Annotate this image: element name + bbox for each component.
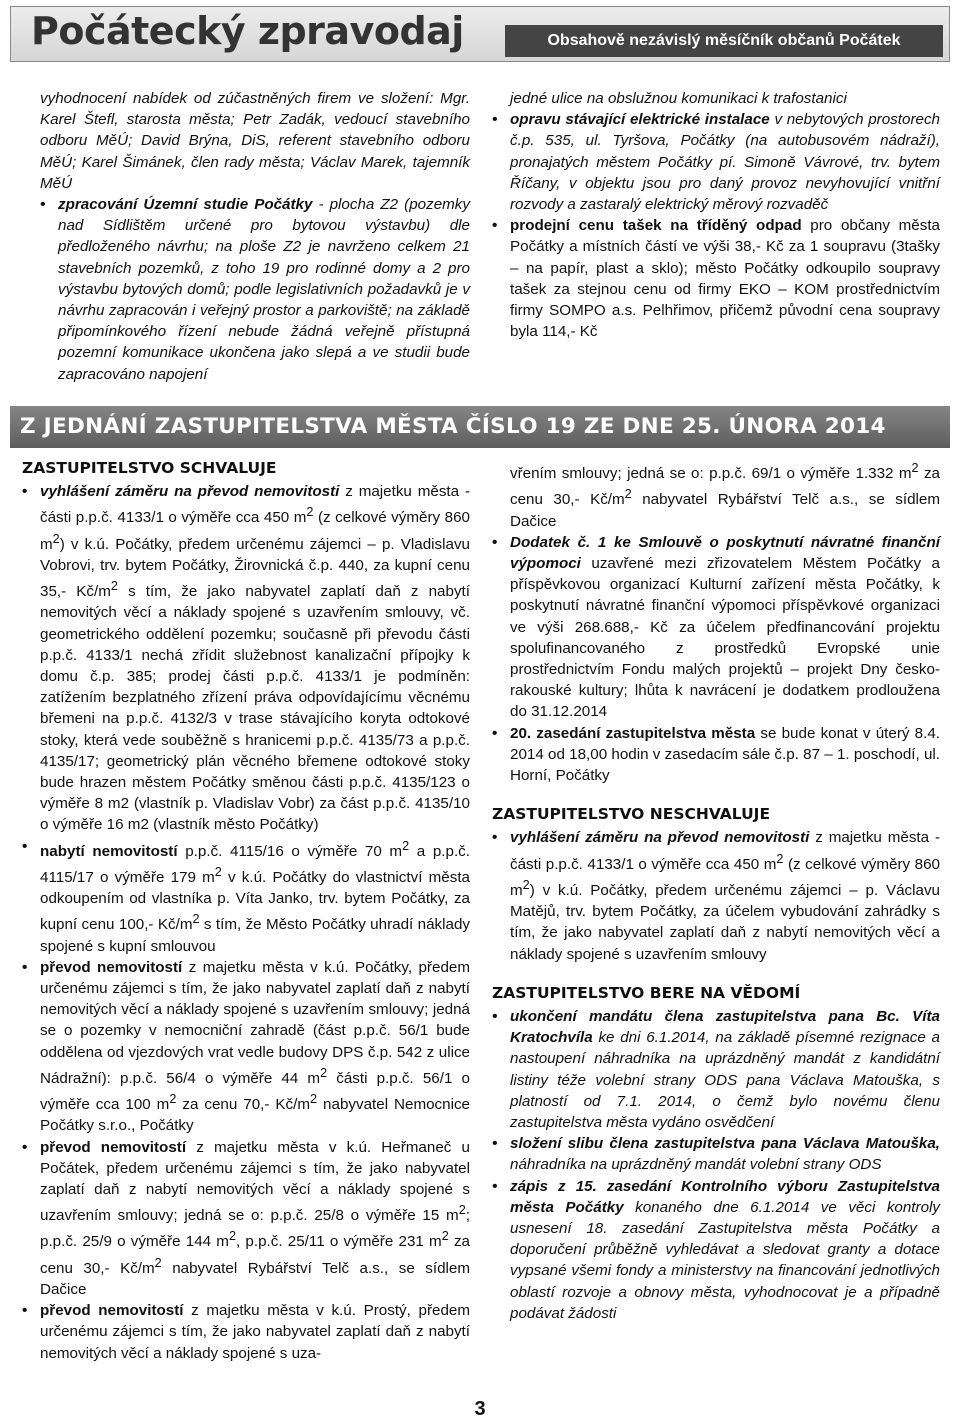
list-item: • zápis z 15. zasedání Kontrolního výboru Zastupitelstva města Počátky konaného dne 6.1.2014 ve věci kontroly usnesení 18. zasedání Zastupitelstva města Počátky a doporučení průběžně vyhledávat a sledovat granty a dotace vypsané všemi fondy a ministerstvy na financování jednotlivých oblastí rozvoje a obnovy města, vyhodnocovat je a případně podávat žádosti bbox=[492, 1176, 940, 1324]
item-bold: vyhlášení záměru na převod nemovitosti bbox=[510, 829, 810, 847]
section-heading: ZASTUPITELSTVO NESCHVALUJE bbox=[492, 805, 771, 824]
right-bottom-column bbox=[492, 458, 940, 1324]
item-text: - plocha Z2 (pozemky nad Sídlištěm určené pro bytovou výstavbu) dle předloženého návrhu; na ploše Z2 je navrženo celkem 21 stavebních pozemků, z toho 19 pro rodinné domy a 2 pro výstavbu bytových domů; podle legislativních požadavků je v návrhu zapracován i veřejný prostor a parkoviště; na základě připomínkového řízení nebude žádná veřejně přístupná pozemní komunikace ukončena jako slepá a ve studii bude zapracováno napojení bbox=[58, 196, 470, 383]
top-right-column bbox=[492, 88, 940, 342]
item-bold: zpracování Územní studie Počátky bbox=[58, 196, 313, 214]
list-item: • převod nemovitostí z majetku města v k.ú. Heřmaneč u Počátek, předem určenému zájemci s tím, že jako nabyvatel zaplatí daň z nabytí nemovitých věcí a náklady spojené s uzavřením smlouvy; jedná se o: p.p.č. 25/8 o výměře 15 $m^2$; p.p.č. 25/9 o výměře 144 $m^2$, p.p.č. 25/11 o výměře 231 $m^2$ za cenu 30,- $Kč/m^2$ nabyvatel Rybářství Telč a.s., se sídlem Dačice bbox=[22, 1137, 470, 1301]
list-item: • převod nemovitostí z majetku města v k.ú. Počátky, předem určenému zájemci s tím, že jako nabyvatel zaplatí daň z nabytí nemovitých věcí a náklady spojené s uzavřením smlouvy; jedná se o pozemky v nemocniční zahradě (část p.p.č. 56/1 bude oddělena od vjezdových vrat vedle budovy DPS č.p. 542 z ulice Nádražní): p.p.č. 56/4 o výměře 44 $m^2$ části p.p.č. 56/1 o výměře cca 100 $m^2$ za cenu 70,- $Kč/m^2$ nabyvatel Nemocnice Počátky s.r.o., Počátky bbox=[22, 957, 470, 1137]
section-heading: ZASTUPITELSTVO SCHVALUJE bbox=[22, 459, 277, 477]
item-bold: prodejní cenu tašek na tříděný odpad bbox=[510, 217, 802, 235]
list-item: • vyhlášení záměru na převod nemovitosti z majetku města - části p.p.č. 4133/1 o výměře cca 450 $m^2$ (z celkové výměry 860 $m^2$) v k.ú. Počátky, předem určenému zájemci – p. Václavu Matějů, trv. bytem Počátky, za účelem vybudování zahrádky s tím, že jako nabyvatel zaplatí daň z nabytí nemovitých věcí a náklady spojené s uzavřením smlouvy bbox=[492, 827, 940, 964]
intro-paragraph: vyhodnocení nabídek od zúčastněných firem ve složení: Mgr. Karel Štefl, starosta města; Petr Zadák, vedoucí stavebního odboru MěÚ; David Brýna, DiS, referent stavebního odboru MěÚ; Karel Šimánek, člen rady města; Václav Marek, tajemník MěÚ bbox=[40, 90, 470, 192]
section-banner: Z JEDNÁNÍ ZASTUPITELSTVA MĚSTA ČÍSLO 19 ZE DNE 25. ÚNORA 2014 bbox=[10, 406, 950, 448]
item-bold: převod nemovitostí bbox=[40, 958, 183, 976]
item-bold: ukončení mandátu člena zastupitelstva pana Bc. Víta Kratochvíla bbox=[510, 1007, 940, 1047]
list-item bbox=[492, 109, 940, 215]
item-bold: nabytí nemovitostí bbox=[40, 842, 178, 860]
item-bold: zápis z 15. zasedání Kontrolního výboru Zastupitelstva města Počátky bbox=[510, 1177, 940, 1216]
top-left-list bbox=[40, 194, 470, 385]
list-item: • složení slibu člena zastupitelstva pana Václava Matouška, náhradníka na uprázdněný mandát volební strany ODS bbox=[492, 1133, 940, 1175]
schvaluje-list-continued bbox=[492, 532, 940, 786]
item-bold: převod nemovitostí bbox=[40, 1302, 184, 1320]
top-right-list bbox=[492, 109, 940, 342]
list-item bbox=[40, 194, 470, 385]
schvaluje-column bbox=[22, 458, 470, 1364]
section-heading: ZASTUPITELSTVO BERE NA VĚDOMÍ bbox=[492, 983, 801, 1002]
list-item: • vyhlášení záměru na převod nemovitosti z majetku města - části p.p.č. 4133/1 o výměře cca 450 $m^2$ (z celkové výměry 860 $m^2$) v k.ú. Počátky, předem určenému zájemci – p. Vladislavu Vobrovi, trv. bytem Počátky, Žirovnická č.p. 440, za kupní cenu 35,- $Kč/m^2$ s tím, že jako nabyvatel zaplatí daň z nabytí nemovitých věcí a náklady spojené s uzavřením smlouvy, vč. geometrického oddělení pozemku; současně při převodu části p.p.č. 4133/1 nechá zřídit služebnost kanalizační přípojky k domu č.p. 385; prodej části p.p.č. 4133/1 je podmíněn: zatížením bezplatného zřízení práva odpovídajícímu věcnému břemeni na p.p.č. 4132/3 v trase stávajícího koryta odtokové stoky, která vede souběžně s hranicemi p.p.č. 4135/73 a p.p.č. 4135/17; geometrický plán věcného břemene odtokové stoky bude hrazen městem Počátky směnou části p.p.č. 4135/123 o výměře 8 m2 (vlastník p. Vladislav Vobr) za část p.p.č. 4135/10 o výměře 16 m2 (vlastník město Počátky) bbox=[22, 481, 470, 835]
list-item: • převod nemovitostí z majetku města v k.ú. Prostý, předem určenému zájemci s tím, že jako nabyvatel zaplatí daň z nabytí nemovitých věcí a náklady spojené s uza- bbox=[22, 1300, 470, 1364]
list-item: • ukončení mandátu člena zastupitelstva pana Bc. Víta Kratochvíla ke dni 6.1.2014, na základě písemné rezignace a nastoupení náhradníka na uprázdněný mandát z kandidátní listiny téže volební strany ODS pana Václava Matouška, s platností od 7.1. 2014, o čemž bylo novému členu zastupitelstva města vydáno osvědčení bbox=[492, 1006, 940, 1133]
item-bold: Dodatek č. 1 ke Smlouvě o poskytnutí návratné finanční výpomoci bbox=[510, 533, 940, 572]
item-bold: převod nemovitostí bbox=[40, 1138, 187, 1156]
list-item bbox=[492, 215, 940, 342]
list-item: • nabytí nemovitostí p.p.č. 4115/16 o výměře 70 $m^2$ a p.p.č. 4115/17 o výměře 179 $m^2$ v k.ú. Počátky do vlastnictví města odkoupením od vlastníka p. Víta Janko, trv. bytem Počátky, za kupní cenu 100,- $Kč/m^2$ s tím, že Město Počátky uhradí náklady spojené s kupní smlouvou bbox=[22, 836, 470, 957]
item-text: v nebytových prostorech č.p. 535, ul. Tyršova, Počátky (na autobusovém nádraží), pronajatých městem Počátky pí. Simoně Vávrové, trv. bytem Říčany, v objektu jsou pro daný provoz nevyhovující vnitřní rozvody a zastaralý elektrický měrový rozvaděč bbox=[510, 111, 940, 214]
top-left-column bbox=[40, 88, 470, 385]
item-bold: vyhlášení záměru na převod nemovitosti bbox=[40, 483, 340, 501]
item-bold: 20. zasedání zastupitelstva města bbox=[510, 724, 756, 742]
item-text: pro občany města Počátky a místních částí ve výši 38,- Kč za 1 soupravu (3tašky – na papír, plast a sklo); město Počátky odkoupilo soupravy tašek za stejnou cenu od firmy EKO – KOM prostřednictvím firmy SOMPO a.s. Pelhřimov, přičemž původní cena soupravy byla 114,- Kč bbox=[510, 217, 940, 341]
neschvaluje-list bbox=[492, 827, 940, 964]
page-number: 3 bbox=[474, 1398, 486, 1420]
schvaluje-list bbox=[22, 481, 470, 1364]
list-item: • Dodatek č. 1 ke Smlouvě o poskytnutí návratné finanční výpomoci uzavřené mezi zřizovatelem Městem Počátky a příspěvkovou organizací Kulturní zařízení města Počátky, k poskytnutí návratné finanční výpomoci příspěvkové organizaci ve výši 268.688,- Kč za účelem předfinancování projektu spolufinancovaného z prostředků Evropské unie prostřednictvím Fondu malých projektů – projekt Dny česko-rakouské kultury; lhůta k navrácení je dodatkem prodloužena do 31.12.2014 bbox=[492, 532, 940, 723]
continued-paragraph: jedné ulice na obslužnou komunikaci k trafostanici bbox=[510, 90, 847, 107]
list-item: • 20. zasedání zastupitelstva města se bude konat v úterý 8.4. 2014 od 18,00 hodin v zasedacím sále č.p. 87 – 1. poschodí, ul. Horní, Počátky bbox=[492, 723, 940, 787]
continued-paragraph: vřením smlouvy; jedná se o: p.p.č. 69/1 o výměře 1.332 $m^2$ za cenu 30,- $Kč/m^2$ nabyvatel Rybářství Telč a.s., se sídlem Dačice bbox=[510, 461, 940, 530]
publication-title: Počátecký zpravodaj bbox=[31, 9, 464, 53]
masthead bbox=[10, 6, 950, 62]
vedomi-list bbox=[492, 1006, 940, 1324]
item-bold: složení slibu člena zastupitelstva pana Václava Matouška, bbox=[510, 1135, 940, 1153]
item-bold: opravu stávající elektrické instalace bbox=[510, 111, 770, 129]
publication-subtitle: Obsahově nezávislý měsíčník občanů Počátek bbox=[505, 25, 943, 57]
